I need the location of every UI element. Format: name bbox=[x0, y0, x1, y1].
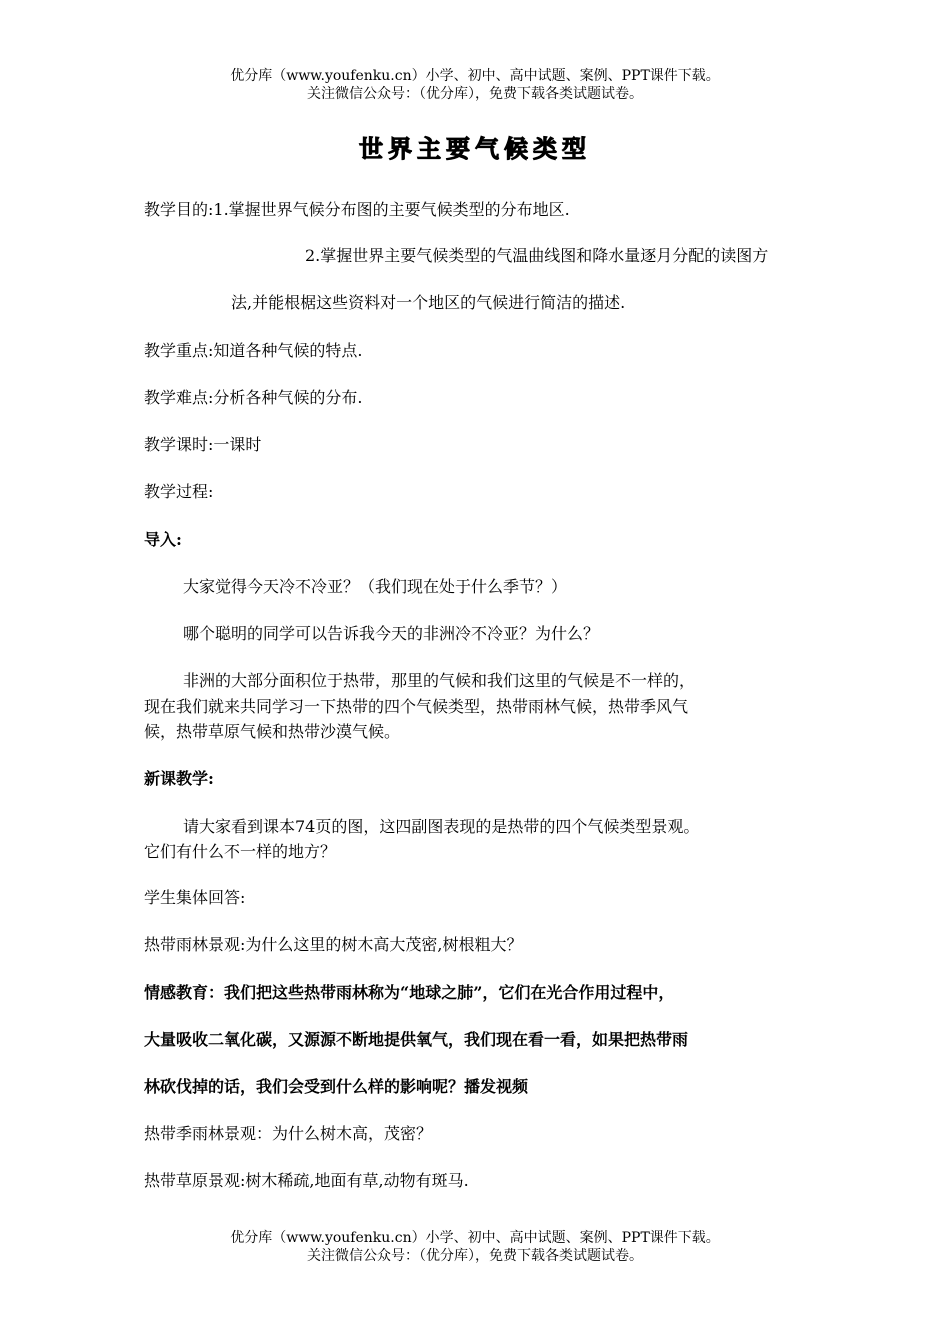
lesson-paragraph-line-1: 请大家看到课本74页的图，这四副图表现的是热带的四个气候类型景观。 bbox=[183, 817, 700, 836]
objective-line-2: 2.掌握世界主要气候类型的气温曲线图和降水量逐月分配的读图方 bbox=[305, 246, 769, 265]
emotion-education-line-3: 林砍伐掉的话，我们会受到什么样的影响呢？播发视频 bbox=[144, 1077, 529, 1096]
objective-line-3: 法,并能根椐这些资料对一个地区的气候进行简洁的描述. bbox=[231, 293, 626, 312]
difficulty-line: 教学难点:分析各种气候的分布. bbox=[144, 388, 363, 407]
intro-paragraph-line-1: 非洲的大部分面积位于热带，那里的气候和我们这里的气候是不一样的， bbox=[183, 671, 696, 690]
process-heading: 教学过程: bbox=[144, 482, 214, 501]
header-line-1: 优分库（www.youfenku.cn）小学、初中、高中试题、案例、PPT课件下载。 bbox=[230, 68, 720, 84]
emotion-education-line-1: 情感教育：我们把这些热带雨林称为“地球之肺”，它们在光合作用过程中， bbox=[144, 983, 675, 1002]
intro-paragraph-line-3: 候，热带草原气候和热带沙漠气候。 bbox=[144, 722, 401, 741]
key-point-line: 教学重点:知道各种气候的特点. bbox=[144, 341, 363, 360]
lesson-paragraph-line-2: 它们有什么不一样的地方？ bbox=[144, 842, 337, 861]
intro-paragraph-line-2: 现在我们就来共同学习一下热带的四个气候类型，热带雨林气候，热带季风气 bbox=[144, 697, 689, 716]
footer-line-1: 优分库（www.youfenku.cn）小学、初中、高中试题、案例、PPT课件下载。 bbox=[230, 1230, 720, 1246]
intro-question-1: 大家觉得今天冷不冷亚？（我们现在处于什么季节？） bbox=[183, 577, 568, 596]
intro-question-2: 哪个聪明的同学可以告诉我今天的非洲冷不冷亚？为什么？ bbox=[183, 624, 600, 643]
page-title: 世界主要气候类型 bbox=[359, 134, 591, 163]
objective-line-1: 教学目的:1.掌握世界气候分布图的主要气候类型的分布地区. bbox=[144, 200, 570, 219]
monsoon-forest-line: 热带季雨林景观：为什么树木高，茂密？ bbox=[144, 1124, 433, 1143]
header-line-2: 关注微信公众号：（优分库），免费下载各类试题试卷。 bbox=[307, 86, 643, 102]
page-footer bbox=[0, 1229, 950, 1265]
intro-heading: 导入: bbox=[144, 530, 182, 549]
class-hours-line: 教学课时:一课时 bbox=[144, 435, 262, 454]
rainforest-line: 热带雨林景观:为什么这里的树木高大茂密,树根粗大？ bbox=[144, 935, 523, 954]
savanna-line: 热带草原景观:树木稀疏,地面有草,动物有斑马. bbox=[144, 1171, 469, 1190]
student-answer-line: 学生集体回答: bbox=[144, 888, 246, 907]
page-header bbox=[0, 67, 950, 103]
footer-line-2: 关注微信公众号：（优分库），免费下载各类试题试卷。 bbox=[307, 1248, 643, 1264]
new-lesson-heading: 新课教学: bbox=[144, 769, 214, 788]
emotion-education-line-2: 大量吸收二氧化碳，又源源不断地提供氧气，我们现在看一看，如果把热带雨 bbox=[144, 1030, 689, 1049]
